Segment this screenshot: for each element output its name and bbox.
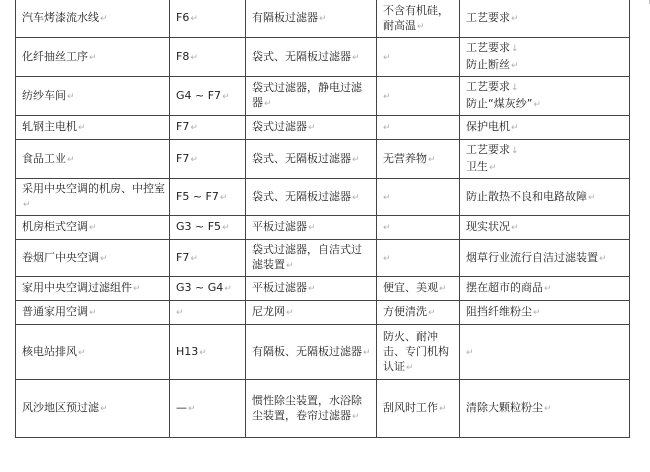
- cell-text: 防止散热不良和电路故障: [466, 189, 587, 203]
- cell-text: 食品工业: [22, 151, 66, 165]
- paragraph-mark: ↓: [511, 146, 519, 156]
- paragraph-mark: ↵: [352, 52, 360, 63]
- cell-purpose: [460, 77, 630, 116]
- cell-text: 不含有机硅，耐高温: [383, 3, 449, 32]
- filter-application-table: [15, 0, 630, 438]
- paragraph-mark: ↵: [383, 123, 391, 133]
- paragraph-mark: ↵: [511, 14, 519, 24]
- cell-filter-type: [246, 77, 377, 116]
- paragraph-mark: ↵: [67, 91, 75, 102]
- cell-purpose: [460, 0, 630, 38]
- paragraph-mark: ↵: [190, 52, 198, 63]
- paragraph-mark: ↵: [199, 347, 207, 358]
- cell-purpose: [460, 38, 630, 77]
- cell-text: 工艺要求: [466, 11, 510, 24]
- cell-text: 袋式过滤器: [252, 120, 307, 133]
- cell-text: 袋式过滤器，自洁式过滤装置: [252, 243, 362, 271]
- paragraph-mark: ↵: [100, 14, 108, 24]
- paragraph-mark: ↵: [308, 123, 316, 133]
- paragraph-mark: ↵: [533, 308, 541, 318]
- paragraph-mark: ↵: [78, 123, 86, 133]
- cell-application: [16, 277, 170, 301]
- cell-application: [16, 179, 170, 216]
- cell-filter-type: [246, 116, 377, 140]
- paragraph-mark: ↵: [78, 347, 86, 358]
- cell-filter-type: [246, 380, 377, 438]
- cell-application: [16, 116, 170, 140]
- table-row: [16, 38, 630, 77]
- cell-text: 惯性除尘装置，水浴除尘装置，卷帘过滤器: [252, 393, 362, 422]
- paragraph-mark: ↵: [383, 52, 391, 63]
- cell-application: [16, 301, 170, 325]
- paragraph-mark: ↵: [176, 308, 184, 318]
- cell-application: [16, 240, 170, 277]
- cell-text: 工艺要求: [466, 80, 510, 93]
- cell-grade: [170, 77, 246, 116]
- paragraph-mark: ↵: [23, 200, 31, 210]
- paragraph-mark: ↵: [352, 154, 360, 165]
- paragraph-mark: ↵: [89, 308, 97, 318]
- cell-text: 便宜、美观: [383, 281, 438, 294]
- cell-text: 汽车烤漆流水线: [22, 11, 99, 24]
- table-row: [16, 77, 630, 116]
- paragraph-mark: ↵: [319, 14, 327, 24]
- cell-grade: [170, 277, 246, 301]
- cell-purpose: [460, 240, 630, 277]
- table-row: [16, 140, 630, 179]
- cell-text: 袋式、无隔板过滤器: [252, 49, 351, 63]
- paragraph-mark: ↵: [286, 308, 294, 318]
- cell-text: F6: [176, 11, 190, 24]
- table-row: [16, 380, 630, 438]
- cell-grade: [170, 116, 246, 140]
- paragraph-mark: ↵: [190, 14, 198, 24]
- cell-filter-type: [246, 179, 377, 216]
- cell-text: 化纤抽丝工序: [22, 49, 88, 63]
- paragraph-mark: ↵: [599, 253, 607, 264]
- cell-grade: [170, 38, 246, 77]
- paragraph-mark: ↵: [544, 284, 552, 294]
- cell-grade: [170, 179, 246, 216]
- cell-material: [377, 325, 460, 380]
- cell-text: F7: [176, 250, 190, 264]
- paragraph-mark: ↵: [308, 223, 316, 233]
- paragraph-mark: ↵: [67, 154, 75, 165]
- cell-filter-type: [246, 140, 377, 179]
- paragraph-mark: ↵: [406, 362, 414, 373]
- cell-text: 轧钢主电机: [22, 120, 77, 133]
- paragraph-mark: ↵: [428, 308, 436, 318]
- table-row: [16, 116, 630, 140]
- cell-text: 风沙地区预过滤: [22, 401, 99, 414]
- cell-text: 防止“煤灰纱”: [466, 97, 533, 110]
- cell-purpose: [460, 380, 630, 438]
- paragraph-mark: ↵: [588, 192, 596, 203]
- paragraph-mark: ↵: [190, 253, 198, 264]
- cell-filter-type: [246, 301, 377, 325]
- paragraph-mark: ↵: [308, 284, 316, 294]
- cell-text: 清除大颗粒粉尘: [466, 401, 543, 414]
- paragraph-mark: ↓: [511, 83, 519, 93]
- cell-application: [16, 38, 170, 77]
- paragraph-mark: ↵: [190, 154, 198, 165]
- cell-application: [16, 380, 170, 438]
- cell-text: 无营养物: [383, 151, 427, 165]
- cell-text: 机房柜式空调: [22, 220, 88, 233]
- table-row: [16, 240, 630, 277]
- cell-purpose: [460, 277, 630, 301]
- cell-text: 袋式、无隔板过滤器: [252, 151, 351, 165]
- paragraph-mark: ↵: [417, 21, 425, 32]
- cell-text: 现实状况: [466, 220, 510, 233]
- paragraph-mark: ↵: [219, 192, 228, 203]
- cell-material: [377, 380, 460, 438]
- cell-purpose: [460, 301, 630, 325]
- cell-text: 防止断丝: [466, 58, 510, 71]
- cell-grade: [170, 325, 246, 380]
- cell-text: H13: [176, 344, 199, 358]
- paragraph-mark: ↵: [383, 223, 391, 233]
- paragraph-mark: ↵: [363, 347, 371, 358]
- cell-purpose: [460, 116, 630, 140]
- cell-text: 防火、耐冲击、专门机构认证: [383, 329, 449, 373]
- cell-text: 袋式过滤器，静电过滤器: [252, 81, 362, 109]
- paragraph-mark: ↵: [466, 347, 474, 358]
- cell-text: 采用中央空调的机房、中控室: [22, 182, 165, 195]
- paragraph-mark: ↵: [222, 91, 230, 102]
- cell-filter-type: [246, 216, 377, 240]
- paragraph-mark: ↵: [222, 223, 230, 233]
- table-row: [16, 0, 630, 38]
- cell-text: G4 ~ F7: [176, 88, 222, 102]
- paragraph-mark: ↵: [89, 223, 97, 233]
- paragraph-mark: ↵: [224, 284, 232, 294]
- cell-text: 保护电机: [466, 120, 510, 133]
- cell-filter-type: [246, 277, 377, 301]
- table-row: [16, 179, 630, 216]
- paragraph-mark: ↵: [383, 192, 391, 203]
- cell-material: [377, 0, 460, 38]
- cell-text: 家用中央空调过滤组件: [22, 281, 132, 294]
- cell-material: [377, 140, 460, 179]
- cell-text: 尼龙网: [252, 305, 285, 318]
- cell-text: 工艺要求: [466, 41, 510, 54]
- table-row: [16, 325, 630, 380]
- paragraph-mark: ↓: [511, 44, 519, 54]
- paragraph-mark: ↵: [511, 61, 519, 71]
- paragraph-mark: ↵: [352, 411, 360, 422]
- cell-material: [377, 179, 460, 216]
- paragraph-mark: ↵: [100, 253, 108, 264]
- cell-material: [377, 77, 460, 116]
- cell-material: [377, 38, 460, 77]
- cell-grade: [170, 240, 246, 277]
- cell-material: [377, 216, 460, 240]
- cell-text: F7: [176, 120, 190, 133]
- cell-material: [377, 277, 460, 301]
- cell-filter-type: [246, 38, 377, 77]
- paragraph-mark: ↵: [544, 404, 552, 414]
- paragraph-mark: ↵: [383, 253, 391, 264]
- cell-text: 普通家用空调: [22, 305, 88, 318]
- cell-text: 阻挡纤维粉尘: [466, 305, 532, 318]
- cell-grade: [170, 140, 246, 179]
- cell-text: 有隔板、无隔板过滤器: [252, 344, 362, 358]
- cell-material: [377, 301, 460, 325]
- cell-text: 核电站排风: [22, 344, 77, 358]
- paragraph-mark: ↵: [100, 404, 108, 414]
- paragraph-mark: ↵: [286, 261, 294, 271]
- cell-text: 摆在超市的商品: [466, 281, 543, 294]
- cell-material: [377, 240, 460, 277]
- cell-application: [16, 77, 170, 116]
- cell-text: G3 ~ F5: [176, 220, 222, 233]
- cell-text: F5 ~ F7: [176, 189, 219, 203]
- cell-grade: [170, 380, 246, 438]
- table-row: [16, 277, 630, 301]
- paragraph-mark: ↵: [511, 223, 519, 233]
- cell-grade: [170, 0, 246, 38]
- cell-application: [16, 0, 170, 38]
- paragraph-mark: ↵: [133, 284, 141, 294]
- table-body: [16, 0, 630, 438]
- cell-material: [377, 116, 460, 140]
- paragraph-mark: ↵: [511, 123, 519, 133]
- table-row: [16, 216, 630, 240]
- paragraph-mark: ↵: [89, 52, 97, 63]
- paragraph-mark: ↵: [439, 404, 447, 414]
- cell-text: —: [176, 401, 187, 414]
- cell-grade: [170, 216, 246, 240]
- cell-purpose: [460, 325, 630, 380]
- cell-text: 工艺要求: [466, 143, 510, 156]
- cell-text: 烟草行业流行自洁过滤装置: [466, 250, 598, 264]
- cell-text: 平板过滤器: [252, 220, 307, 233]
- cell-text: 有隔板过滤器: [252, 11, 318, 24]
- cell-grade: [170, 301, 246, 325]
- cell-text: 卷烟厂中央空调: [22, 250, 99, 264]
- paragraph-mark: ↵: [533, 100, 541, 110]
- cell-text: F7: [176, 151, 190, 165]
- cell-text: 袋式、无隔板过滤器: [252, 189, 351, 203]
- paragraph-mark: ↵: [264, 99, 272, 109]
- paragraph-mark: ↵: [352, 192, 360, 203]
- cell-text: G3 ~ G4: [176, 281, 224, 294]
- cell-text: 平板过滤器: [252, 281, 307, 294]
- cell-purpose: [460, 216, 630, 240]
- cell-text: 刮风时工作: [383, 401, 438, 414]
- cell-text: F8: [176, 49, 190, 63]
- cell-text: 卫生: [466, 160, 488, 173]
- table-row: [16, 301, 630, 325]
- paragraph-mark: ↵: [190, 123, 198, 133]
- cell-filter-type: [246, 325, 377, 380]
- paragraph-mark: ↵: [439, 284, 447, 294]
- paragraph-mark: ↵: [188, 404, 196, 414]
- paragraph-mark: ↵: [428, 154, 436, 165]
- cell-purpose: [460, 140, 630, 179]
- paragraph-mark: ↵: [383, 91, 391, 102]
- cell-filter-type: [246, 240, 377, 277]
- cell-application: [16, 325, 170, 380]
- cell-application: [16, 216, 170, 240]
- cell-text: 纺纱车间: [22, 88, 66, 102]
- cell-purpose: [460, 179, 630, 216]
- cell-application: [16, 140, 170, 179]
- paragraph-mark: ↵: [489, 163, 497, 173]
- cell-filter-type: [246, 0, 377, 38]
- cell-text: 方便清洗: [383, 305, 427, 318]
